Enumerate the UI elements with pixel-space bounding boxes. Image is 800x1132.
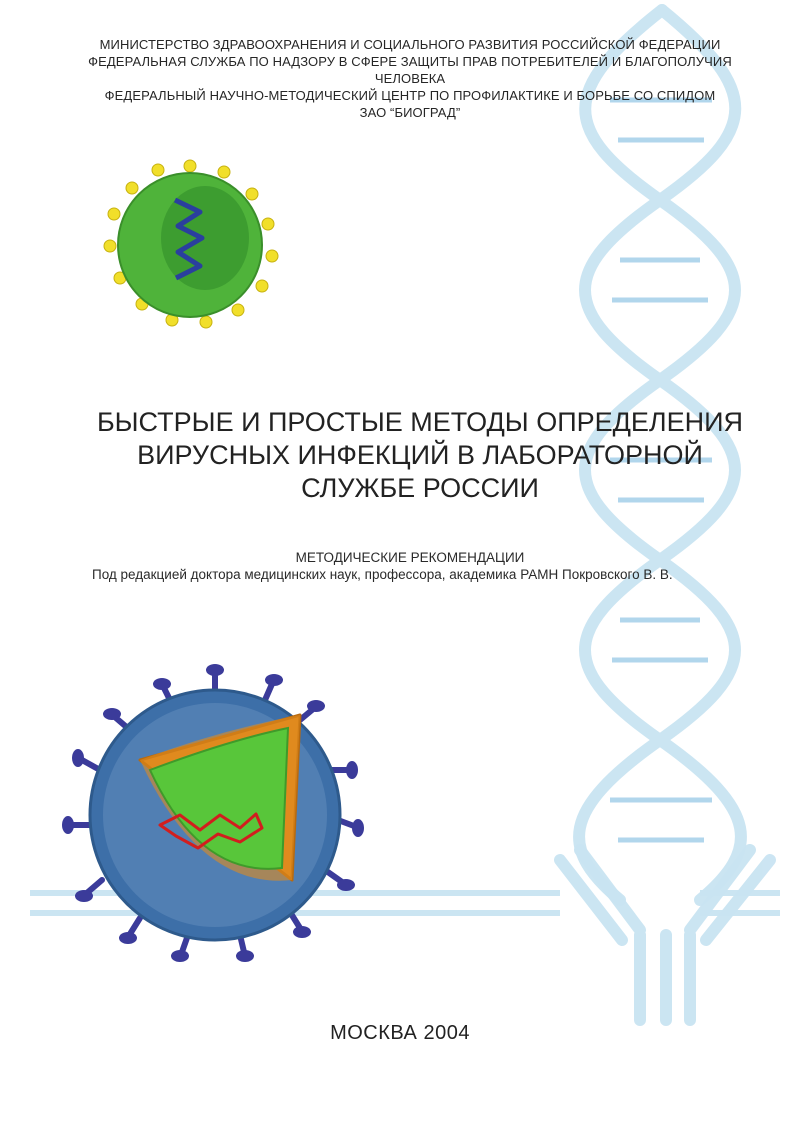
header-line-federal-service-cont: ЧЕЛОВЕКА [374, 71, 446, 86]
document-title [40, 406, 800, 505]
publication-place-year: МОСКВА 2004 [330, 1022, 470, 1044]
header-line-federal-service: ФЕДЕРАЛЬНАЯ СЛУЖБА ПО НАДЗОРУ В СФЕРЕ ЗАЩИТЫ ПРАВ ПОТРЕБИТЕЛЕЙ И БЛАГОПОЛУЧИЯ [88, 54, 732, 69]
title-line-2: ВИРУСНЫХ ИНФЕКЦИЙ В ЛАБОРАТОРНОЙ [137, 440, 703, 470]
editor-credit: Под редакцией доктора медицинских наук, профессора, академика РАМН Покровского В. В. [92, 567, 673, 582]
header-line-company: ЗАО “БИОГРАД” [359, 105, 461, 120]
title-line-3: СЛУЖБЕ РОССИИ [301, 473, 539, 503]
header-line-ministry: МИНИСТЕРСТВО ЗДРАВООХРАНЕНИЯ И СОЦИАЛЬНОГО РАЗВИТИЯ РОССИЙСКОЙ ФЕДЕРАЦИИ [99, 37, 721, 52]
header-line-aids-center: ФЕДЕРАЛЬНЫЙ НАУЧНО-МЕТОДИЧЕСКИЙ ЦЕНТР ПО ПРОФИЛАКТИКЕ И БОРЬБЕ СО СПИДОМ [104, 88, 716, 103]
title-line-1: БЫСТРЫЕ И ПРОСТЫЕ МЕТОДЫ ОПРЕДЕЛЕНИЯ [96, 407, 744, 437]
header-organizations [60, 36, 760, 121]
document-type: МЕТОДИЧЕСКИЕ РЕКОМЕНДАЦИИ [295, 550, 525, 565]
